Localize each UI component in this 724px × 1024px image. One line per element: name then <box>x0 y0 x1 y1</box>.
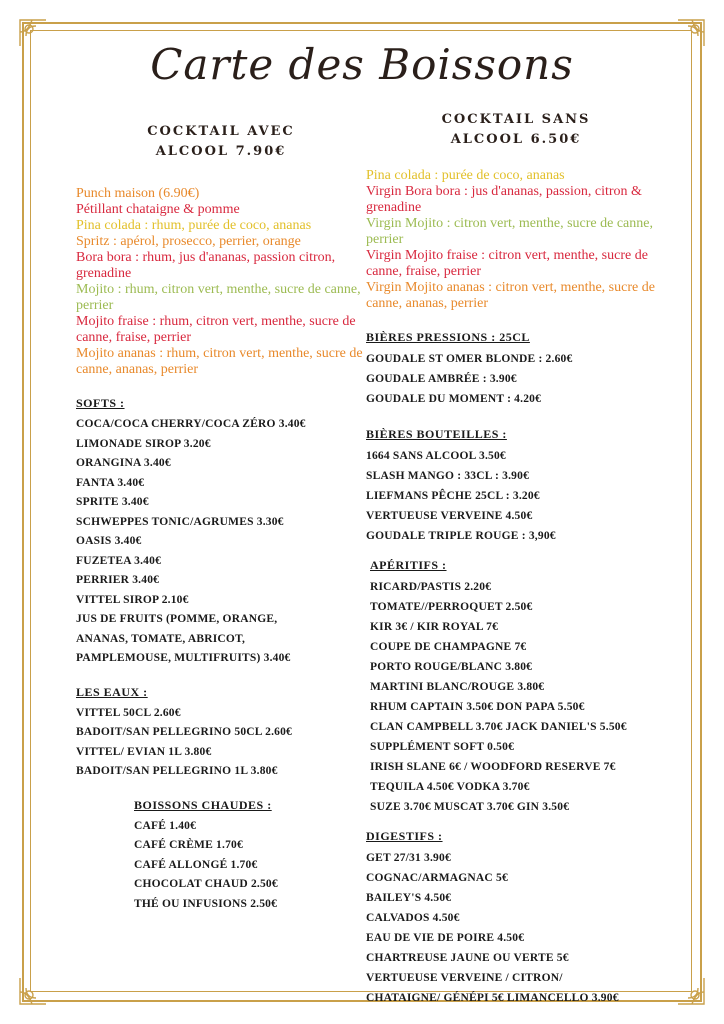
cocktail-item: Pina colada : rhum, purée de coco, ananas <box>76 218 312 233</box>
menu-item: PERRIER 3.40€ <box>76 574 160 586</box>
menu-item: CHARTREUSE JAUNE OU VERTE 5€ <box>366 952 569 964</box>
menu-item: OASIS 3.40€ <box>76 535 142 547</box>
cocktail-item: Mojito ananas : rhum, citron vert, menthe, sucre de canne, ananas, perrier <box>76 346 363 377</box>
cocktail-item: Pétillant chataigne & pomme <box>76 202 240 217</box>
menu-item: MARTINI BLANC/ROUGE 3.80€ <box>370 681 545 693</box>
menu-item: CHOCOLAT CHAUD 2.50€ <box>134 878 278 890</box>
menu-item: SLASH MANGO : 33CL : 3.90€ <box>366 470 530 482</box>
cocktail-sans-header: COCKTAIL SANS ALCOOL 6.50€ <box>441 112 591 147</box>
section-title: APÉRITIFS : <box>370 558 447 572</box>
cocktail-item: Virgin Mojito fraise : citron vert, menthe, sucre de canne, fraise, perrier <box>366 248 648 279</box>
menu-item: VITTEL SIROP 2.10€ <box>76 593 189 606</box>
menu-item: JUS DE FRUITS (POMME, ORANGE, <box>76 613 278 625</box>
menu-item: PAMPLEMOUSE, MULTIFRUITS) 3.40€ <box>76 652 291 664</box>
cocktail-avec-header: COCKTAIL AVEC ALCOOL 7.90€ <box>147 124 295 159</box>
menu-item: PORTO ROUGE/BLANC 3.80€ <box>370 661 533 673</box>
cocktail-item: Virgin Mojito : citron vert, menthe, sucre de canne, perrier <box>366 216 653 247</box>
section-title: DIGESTIFS : <box>366 829 443 843</box>
cocktail-item: Bora bora : rhum, jus d'ananas, passion citron, grenadine <box>76 250 336 281</box>
cocktail-item: Spritz : apérol, prosecco, perrier, orange <box>76 234 301 249</box>
pressions-section <box>366 330 666 409</box>
eaux-section <box>76 685 366 782</box>
cocktail-item: Pina colada : purée de coco, ananas <box>366 168 565 183</box>
menu-item: BADOIT/SAN PELLEGRINO 1L 3.80€ <box>76 765 278 777</box>
menu-item: 1664 SANS ALCOOL 3.50€ <box>366 450 506 462</box>
menu-item: CLAN CAMPBELL 3.70€ JACK DANIEL'S 5.50€ <box>370 721 627 733</box>
menu-item: SUPPLÉMENT SOFT 0.50€ <box>370 741 515 753</box>
menu-title: Carte des Boissons <box>150 40 574 89</box>
corner-ornament-icon <box>662 962 708 1008</box>
cocktail-item: Virgin Mojito ananas : citron vert, menthe, sucre de canne, ananas, perrier <box>366 280 655 311</box>
cocktail-item: Mojito : rhum, citron vert, menthe, sucre de canne, perrier <box>76 282 361 313</box>
section-title: LES EAUX : <box>76 684 148 699</box>
cocktail-item: Virgin Bora bora : jus d'ananas, passion, citron & grenadine <box>366 184 642 215</box>
menu-item: GOUDALE AMBRÉE : 3.90€ <box>366 373 517 385</box>
menu-item: VITTEL 50CL 2.60€ <box>76 706 181 719</box>
section-title: SOFTS : <box>76 396 125 410</box>
cocktail-item: Mojito fraise : rhum, citron vert, menthe, sucre de canne, fraise, perrier <box>76 314 356 345</box>
section-title: BIÈRES BOUTEILLES : <box>366 427 507 441</box>
menu-item: GOUDALE DU MOMENT : 4.20€ <box>366 393 542 405</box>
chaudes-section <box>76 798 366 915</box>
menu-item: KIR 3€ / KIR ROYAL 7€ <box>370 621 499 633</box>
menu-item: COUPE DE CHAMPAGNE 7€ <box>370 641 527 653</box>
cocktail-item: Punch maison (6.90€) <box>76 186 200 201</box>
menu-item: FUZETEA 3.40€ <box>76 554 162 567</box>
bouteilles-section <box>366 427 666 546</box>
menu-item: IRISH SLANE 6€ / WOODFORD RESERVE 7€ <box>370 761 616 773</box>
menu-item: LIEFMANS PÊCHE 25CL : 3.20€ <box>366 490 540 502</box>
section-title: BIÈRES PRESSIONS : 25CL <box>366 330 530 344</box>
menu-item: CAFÉ CRÈME 1.70€ <box>134 839 243 851</box>
menu-item: VERTUEUSE VERVEINE 4.50€ <box>366 510 533 522</box>
menu-item: GET 27/31 3.90€ <box>366 852 451 864</box>
menu-item: RICARD/PASTIS 2.20€ <box>370 581 492 593</box>
left-column <box>76 122 366 914</box>
menu-item: CAFÉ ALLONGÉ 1.70€ <box>134 858 258 871</box>
digestifs-section <box>366 829 666 1008</box>
menu-item: GOUDALE TRIPLE ROUGE : 3,90€ <box>366 530 556 542</box>
menu-item: ORANGINA 3.40€ <box>76 457 171 469</box>
menu-item: ANANAS, TOMATE, ABRICOT, <box>76 632 246 645</box>
menu-item: EAU DE VIE DE POIRE 4.50€ <box>366 932 525 944</box>
menu-item: CHATAIGNE/ GÉNÉPI 5€ LIMANCELLO 3.90€ <box>366 992 619 1004</box>
menu-item: VITTEL/ EVIAN 1L 3.80€ <box>76 745 212 758</box>
menu-item: COCA/COCA CHERRY/COCA ZÉRO 3.40€ <box>76 418 306 430</box>
menu-item: SUZE 3.70€ MUSCAT 3.70€ GIN 3.50€ <box>370 801 570 813</box>
menu-item: FANTA 3.40€ <box>76 476 145 489</box>
cocktail-avec-list <box>76 186 366 378</box>
cocktail-sans-list <box>366 168 666 312</box>
menu-item: BAILEY'S 4.50€ <box>366 892 452 904</box>
menu-item: TOMATE//PERROQUET 2.50€ <box>370 601 533 613</box>
menu-item: RHUM CAPTAIN 3.50€ DON PAPA 5.50€ <box>370 701 585 713</box>
menu-item: VERTUEUSE VERVEINE / CITRON/ <box>366 972 563 984</box>
menu-item: THÉ OU INFUSIONS 2.50€ <box>134 897 278 910</box>
right-column <box>366 110 666 1008</box>
corner-ornament-icon <box>16 962 62 1008</box>
menu-item: GOUDALE ST OMER BLONDE : 2.60€ <box>366 353 573 365</box>
menu-item: COGNAC/ARMAGNAC 5€ <box>366 872 508 884</box>
aperitifs-section <box>366 558 666 817</box>
menu-item: SCHWEPPES TONIC/AGRUMES 3.30€ <box>76 515 284 528</box>
softs-section <box>76 396 366 669</box>
menu-item: CAFÉ 1.40€ <box>134 819 197 832</box>
menu-item: CALVADOS 4.50€ <box>366 912 460 924</box>
menu-item: LIMONADE SIROP 3.20€ <box>76 437 211 450</box>
menu-item: BADOIT/SAN PELLEGRINO 50CL 2.60€ <box>76 726 292 738</box>
menu-item: TEQUILA 4.50€ VODKA 3.70€ <box>370 781 530 793</box>
section-title: BOISSONS CHAUDES : <box>134 797 272 812</box>
menu-item: SPRITE 3.40€ <box>76 496 149 508</box>
